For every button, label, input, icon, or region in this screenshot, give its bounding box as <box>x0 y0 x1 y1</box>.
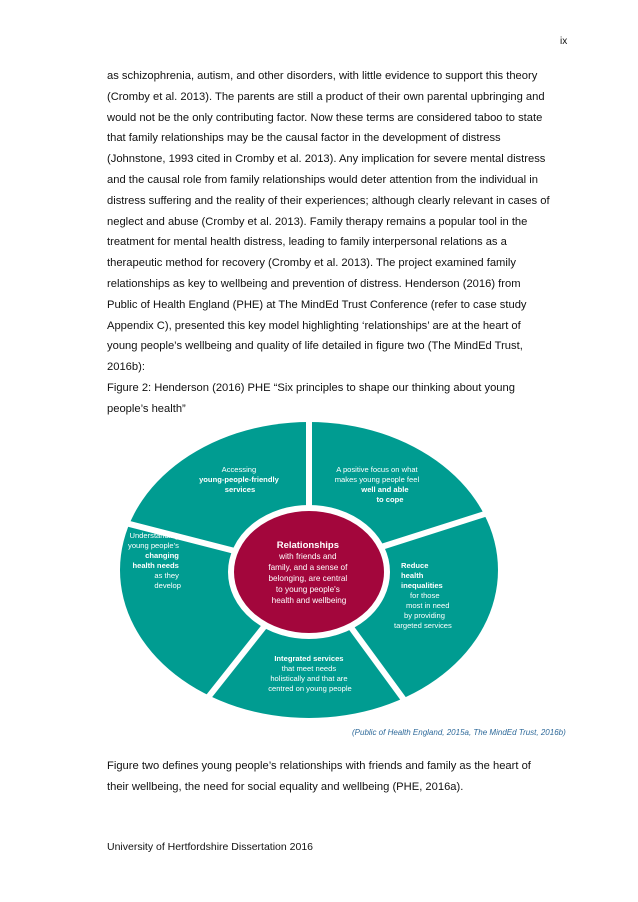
text-line: relationships as key to wellbeing and prevention of distress. Henderson (2016) from <box>107 277 521 290</box>
segment-text-line: to cope <box>376 495 404 504</box>
text-line: (Johnstone, 1993 cited in Cromby et al. 2013). Any implication for severe mental distress <box>107 153 546 166</box>
segment-text-line: holistically and that are <box>270 674 348 683</box>
segment-text-line: health <box>401 571 424 580</box>
segment-text-line: health needs <box>132 561 179 570</box>
caption-line: Figure 2: Henderson (2016) PHE “Six principles to shape our thinking about young <box>107 382 515 394</box>
text-line: therapeutic method for recovery (Cromby et al. 2013). The project examined family <box>107 257 516 270</box>
center-text-line: belonging, are central <box>268 574 348 583</box>
center-text-line: health and wellbeing <box>271 596 347 605</box>
center-circle <box>231 508 387 636</box>
segment-text-line: A positive focus on what <box>336 465 418 474</box>
segment-text-line: Accessing <box>221 465 257 474</box>
segment-text-line: targeted services <box>394 621 452 630</box>
segment-text-line: makes young people feel <box>334 475 420 484</box>
segment-text-line: centred on young people <box>268 684 352 693</box>
segment-text-line: services <box>224 485 256 494</box>
segment-text-line: Reduce <box>401 561 429 570</box>
text-line: young people’s wellbeing and quality of life detailed in figure two (The MindEd Trust, <box>107 340 523 353</box>
segment-bottom-text <box>268 654 352 693</box>
body-paragraph-3 <box>107 756 567 798</box>
segment-text-line: young people's <box>128 541 179 550</box>
segment-text-line: well and able <box>361 485 409 494</box>
caption-line: people’s health” <box>107 402 186 415</box>
text-line: would not be the only contributing factor. Now these terms are considered taboo to state <box>107 111 543 124</box>
text-line: distress suffering and the reality of their experiences; although clearly relevant in cases of <box>107 194 550 207</box>
center-text-line: family, and a sense of <box>268 563 348 572</box>
segment-text-line: inequalities <box>401 581 443 590</box>
segment-text-line: as they <box>154 571 179 580</box>
text-line: 2016b): <box>107 361 145 374</box>
segment-text-line: develop <box>154 581 181 590</box>
text-line: their wellbeing, the need for social equality and wellbeing (PHE, 2016a). <box>107 780 464 793</box>
center-text-line: Relationships <box>276 540 340 551</box>
segment-text-line: young-people-friendly <box>199 475 279 484</box>
center-text-line: to young people's <box>275 585 340 594</box>
page-number: ix <box>560 36 568 47</box>
text-line: that family relationships may be the causal factor in the development of distress <box>107 132 501 145</box>
page-footer: University of Hertfordshire Dissertation 2016 <box>107 841 314 853</box>
center-text-line: with friends and <box>279 552 337 561</box>
body-paragraph-1 <box>107 66 567 378</box>
text-line: (Cromby et al. 2013). The parents are still a product of their own parental upbringing and <box>107 90 545 103</box>
segment-text-line: most in need <box>406 601 450 610</box>
figure-source: (Public of Health England, 2015a, The MindEd Trust, 2016b) <box>352 728 566 737</box>
text-line: Appendix C), presented this key model highlighting ‘relationships’ are at the heart of <box>107 319 521 332</box>
text-line: as schizophrenia, autism, and other disorders, with little evidence to support this theory <box>107 70 538 82</box>
text-line: neglect and abuse (Cromby et al. 2013). Family therapy remains a popular tool in the <box>107 215 528 228</box>
text-line: treatment for mental health distress, leading to family interpersonal relations as a <box>107 236 507 249</box>
segment-text-line: for those <box>410 591 440 600</box>
segment-text-line: Integrated services <box>274 654 344 663</box>
text-line: Public of Health England (PHE) at The MindEd Trust Conference (refer to case study <box>107 298 527 311</box>
segment-text-line: by providing <box>404 611 445 620</box>
text-line: and the causal role from family relationships would deter attention from the individual in <box>107 173 538 186</box>
segment-text-line: that meet needs <box>281 664 337 673</box>
figure-caption <box>107 378 567 420</box>
segment-text-line: Understanding <box>129 531 179 540</box>
text-line: Figure two defines young people’s relationships with friends and family as the heart of <box>107 760 531 772</box>
segment-text-line: changing <box>145 551 179 560</box>
six-principles-diagram <box>118 420 500 720</box>
